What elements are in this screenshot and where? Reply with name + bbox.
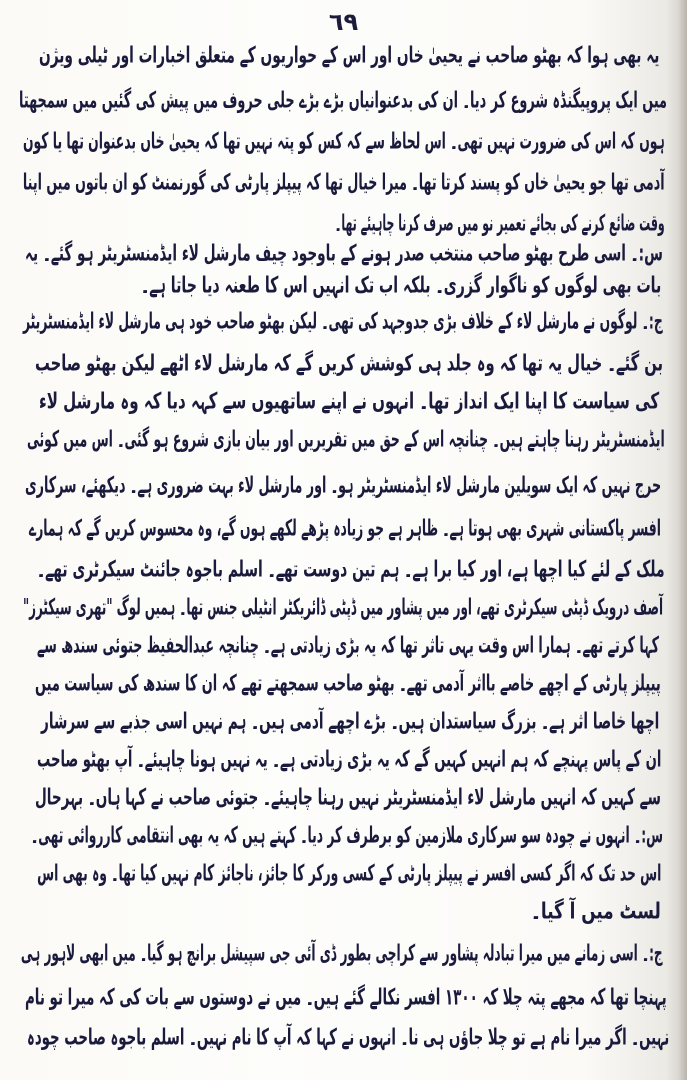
text-line: ایڈمنسٹریٹر رہنا چاہتے ہیں۔ چنانچہ اس کے حق میں تقریریں اور بیان بازی شروع ہو گئی۔ اس میں کوئی (27, 425, 665, 453)
text-line: کہا کرتے تھے۔ ہمارا اس وقت یہی تاثر تھا کہ یہ بڑی زیادتی ہے۔ چنانچہ عبدالحفیظ جتوئی سندھ سے (37, 631, 659, 659)
text-line: ج:۔ لوگوں نے مارشل لاء کے خلاف بڑی جدوجہد کی تھی۔ لیکن بھٹو صاحب خود ہی مارشل لاء ایڈمنسٹریٹر (23, 307, 663, 335)
text-line: افسر پاکستانی شہری بھی ہوتا ہے۔ ظاہر ہے جو زیادہ پڑھے لکھے ہوں گے، وہ محسوس کریں گے کہ ہمارے (29, 514, 661, 542)
text-line: نہیں۔ اگر میرا نام ہے تو چلا جاؤں ہی نا۔ انہوں نے کہا کہ آپ کا نام نہیں۔ اسلم باجوہ صاحب چودہ (26, 1023, 669, 1051)
text-line: اچھا خاصا اثر ہے۔ بزرگ سیاستدان ہیں۔ بڑے اچھے آدمی ہیں۔ ہم نہیں اسی جذبے سے سرشار (40, 707, 659, 735)
text-line: لسٹ میں آ گیا۔ (531, 897, 661, 925)
text-line: میں ایک پروپیگنڈہ شروع کر دیا۔ ان کی بدعنوانیاں بڑے بڑے جلی حروف میں پیش کی گئیں میں سمجھتا (18, 86, 667, 114)
text-line: اس حد تک کہ اگر کسی افسر نے پیپلز پارٹی کے کسی ورکر کا جائز، ناجائز کام نہیں کیا تھا۔ وہ بھی اس (36, 859, 661, 887)
text-line: بات بھی لوگوں کو ناگوار گزری۔ بلکہ اب تک انہیں اس کا طعنہ دیا جاتا ہے۔ (140, 271, 661, 299)
text-line: ان کے پاس پہنچے کہ ہم انہیں کہیں گے کہ یہ بڑی زیادتی ہے۔ یہ نہیں ہونا چاہیئے۔ آپ بھٹو صاحب (36, 745, 661, 773)
text-line: ملک کے لئے کیا اچھا ہے، اور کیا برا ہے۔ ہم تین دوست تھے۔ اسلم باجوہ جائنٹ سیکرٹری تھے۔ (37, 555, 665, 583)
text-line: کی سیاست کا اپنا ایک انداز تھا۔ انہوں نے اپنے ساتھیوں سے کہہ دیا کہ وہ مارشل لاء (38, 387, 659, 415)
text-line: ج:۔ اسی زمانے میں میرا تبادلہ پشاور سے کراچی بطور ڈی آئی جی سپیشل برانچ ہو گیا۔ میں ابھی لاہور ہی (21, 939, 663, 967)
text-line: وقت ضائع کرنے کی بجائے تعمیر نو میں صرف کرنا چاہیئے تھا۔ (335, 209, 665, 237)
page-edge-shadow (678, 0, 687, 1080)
text-line: پہنچا تھا کہ مجھے پتہ چلا کہ ۱۳۰۰ افسر نکالے گئے ہیں۔ میں نے دوستوں سے بات کی کہ میرا تو نام (25, 983, 667, 1011)
text-line: آدمی تھا جو یحییٰ خاں کو پسند کرتا تھا۔ میرا خیال تھا کہ پیپلز پارٹی کی گورنمنٹ کو ان باتوں میں اپنا (23, 168, 665, 196)
page-number: ٦٩ (328, 8, 359, 36)
text-line: بن گئے۔ خیال یہ تھا کہ وہ جلد ہی کوشش کریں گے کہ مارشل لاء اٹھے لیکن بھٹو صاحب (34, 349, 663, 377)
text-line: ہوں کہ اس کی ضرورت نہیں تھی۔ اس لحاظ سے کہ کس کو پتہ نہیں تھا کہ یحییٰ خاں بدعنوان تھا یا کون (23, 127, 665, 155)
text-line: س:۔ انہوں نے چودہ سو سرکاری ملازمین کو برطرف کر دیا۔ کہتے ہیں کہ یہ بھی انتقامی کارروائی تھی۔ (30, 821, 663, 849)
text-line: پیپلز پارٹی کے اچھے خاصے بااثر آدمی تھے۔ بھٹو صاحب سمجھتے تھے کہ ان کا سندھ کی سیاست میں (35, 669, 661, 697)
text-line: س:۔ اسی طرح بھٹو صاحب منتخب صدر ہونے کے باوجود چیف مارشل لاء ایڈمنسٹریٹر ہو گئے۔ یہ (25, 239, 663, 267)
text-line: سے کہیں کہ انہیں مارشل لاء ایڈمنسٹریٹر نہیں رہنا چاہیئے۔ جتوئی صاحب نے کہا ہاں۔ بہرحال (35, 783, 661, 811)
text-line: یہ بھی ہوا کہ بھٹو صاحب نے یحییٰ خاں اور اس کے حواریوں کے متعلق اخبارات اور ٹیلی ویژن (38, 41, 659, 69)
text-line: حرج نہیں کہ ایک سویلین مارشل لاء ایڈمنسٹریٹر ہو۔ اور مارشل لاء بہت ضروری ہے۔ دیکھئے، سرکاری (24, 471, 661, 499)
text-line: آصف درویک ڈپٹی سیکرٹری تھے، اور میں پشاور میں ڈپٹی ڈائریکٹر انٹیلی جنس تھا۔ ہمیں لوگ "تھری سیکٹرز" (22, 593, 663, 621)
